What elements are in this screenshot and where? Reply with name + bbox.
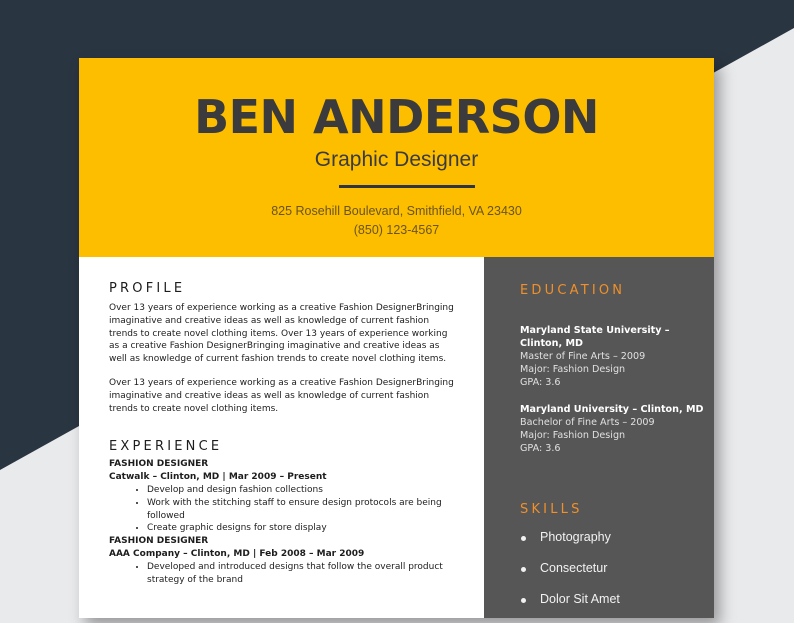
job-title: FASHION DESIGNER xyxy=(109,459,209,470)
skill-item xyxy=(520,592,710,623)
education-entry xyxy=(520,403,705,455)
resume-header xyxy=(79,58,714,257)
education-heading: EDUCATION xyxy=(520,283,626,298)
job-bullets xyxy=(109,484,454,535)
main-column xyxy=(109,281,454,586)
candidate-role: Graphic Designer xyxy=(314,148,479,171)
job-bullet: • Work with the stitching staff to ensure design protocols are being followed xyxy=(147,497,454,523)
job-entry xyxy=(109,458,454,535)
education-university: Maryland State University – Clinton, MD xyxy=(520,325,670,349)
sidebar-column xyxy=(484,257,714,618)
skill-label: Consectetur xyxy=(540,561,608,575)
education-gpa: GPA: 3.6 xyxy=(520,377,561,388)
job-bullets xyxy=(109,561,454,587)
skill-item xyxy=(520,561,710,592)
education-degree: Bachelor of Fine Arts – 2009 xyxy=(520,417,655,428)
experience-heading: EXPERIENCE xyxy=(109,439,223,455)
skills-list xyxy=(520,530,710,623)
job-bullet: • Developed and introduced designs that follow the overall product strategy of the brand xyxy=(147,561,454,587)
education-university: Maryland University – Clinton, MD xyxy=(520,404,704,415)
header-divider xyxy=(339,185,475,188)
education-entry xyxy=(520,324,705,389)
skill-label: Photography xyxy=(540,530,611,544)
bullet-icon xyxy=(521,598,526,603)
job-company: AAA Company – Clinton, MD | Feb 2008 – Mar 2009 xyxy=(109,548,365,559)
job-bullet: • Develop and design fashion collections xyxy=(147,484,454,497)
job-entry xyxy=(109,535,454,586)
education-degree: Master of Fine Arts – 2009 xyxy=(520,351,646,362)
skill-label: Dolor Sit Amet xyxy=(540,592,620,606)
job-bullet: • Create graphic designs for store display xyxy=(147,522,454,535)
bullet-icon xyxy=(521,536,526,541)
profile-heading: PROFILE xyxy=(109,281,186,296)
candidate-name: BEN ANDERSON xyxy=(194,90,599,144)
education-gpa: GPA: 3.6 xyxy=(520,443,561,454)
skill-item xyxy=(520,530,710,561)
education-major: Major: Fashion Design xyxy=(520,430,626,441)
bullet-icon xyxy=(521,567,526,572)
job-company: Catwalk – Clinton, MD | Mar 2009 – Present xyxy=(109,472,327,483)
contact-phone: (850) 123-4567 xyxy=(353,223,440,237)
profile-paragraph: Over 13 years of experience working as a creative Fashion DesignerBringing imaginative and creative ideas as well as knowledge of current fashion trends to create novel clothing items. xyxy=(109,377,454,414)
resume-page xyxy=(79,58,714,618)
profile-paragraph: Over 13 years of experience working as a creative Fashion DesignerBringing imaginative and creative ideas as well as knowledge of current fashion trends to create novel clothing items. Over 13 years of experience working as a creative Fashion DesignerBringing imaginative and creative ideas as well as knowledge of current fashion trends to create novel clothing items. xyxy=(109,303,454,365)
job-title: FASHION DESIGNER xyxy=(109,536,209,547)
education-major: Major: Fashion Design xyxy=(520,364,626,375)
contact-address: 825 Rosehill Boulevard, Smithfield, VA 23430 xyxy=(271,204,522,218)
skills-heading: SKILLS xyxy=(520,502,583,517)
